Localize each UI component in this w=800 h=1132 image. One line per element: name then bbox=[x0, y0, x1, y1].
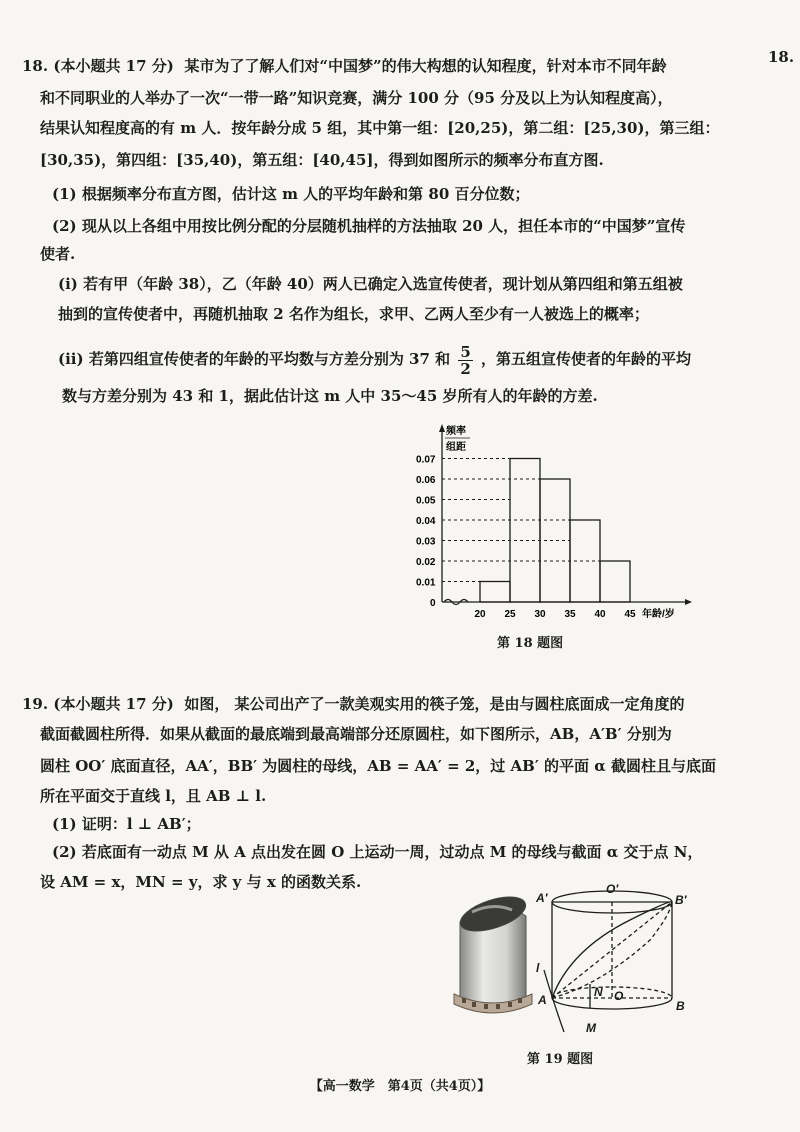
q19-score: (本小题共 17 分) bbox=[53, 695, 174, 713]
x-axis-arrow bbox=[685, 599, 692, 605]
x-tick-label: 45 bbox=[624, 609, 636, 620]
x-axis-label: 年龄/岁 bbox=[642, 609, 675, 620]
q19-line2: 截面截圆柱所得．如果从截面的最底端到最高端部分还原圆柱，如下图所示，AB，A′B′ 分别为 bbox=[40, 725, 672, 743]
q18-part2a: (2) 现从以上各组中用按比例分配的分层随机抽样的方法抽取 20 人，担任本市的“中国梦”宣传 bbox=[52, 217, 686, 235]
q18-number: 18. bbox=[22, 57, 49, 75]
label-O: O bbox=[614, 989, 624, 1003]
q18-line3: 结果认知程度高的有 m 人．按年龄分成 5 组，其中第一组：[20,25)，第二组：[25,30)，第三组： bbox=[40, 119, 720, 137]
y-axis-arrow bbox=[439, 424, 445, 432]
label-M: M bbox=[586, 1021, 596, 1035]
q19-line1 bbox=[22, 694, 685, 714]
q18-sub2b: 数与方差分别为 43 和 1，据此估计这 m 人中 35～45 岁所有人的年龄的方差. bbox=[62, 387, 598, 405]
label-B-top: B′ bbox=[675, 893, 687, 907]
frequency-histogram bbox=[400, 420, 700, 620]
page-margin-label: 18. bbox=[768, 48, 795, 66]
x-tick-label: 30 bbox=[534, 609, 546, 620]
histogram-bar bbox=[510, 459, 540, 603]
q18-part2b: 使者. bbox=[40, 245, 76, 263]
x-tick-label: 40 bbox=[594, 609, 606, 620]
y-tick-label: 0.04 bbox=[416, 516, 436, 527]
q18-line1-text: 某市为了了解人们对“中国梦”的伟大构想的认知程度，针对本市不同年龄 bbox=[184, 57, 667, 75]
page-footer: 【高一数学 第4页（共4页）】 bbox=[309, 1079, 491, 1094]
q19-part2a: (2) 若底面有一动点 M 从 A 点出发在圆 O 上运动一周，过动点 M 的母线与截面 α 交于点 N， bbox=[52, 843, 703, 861]
label-A: A bbox=[538, 993, 547, 1007]
q19-line4: 所在平面交于直线 l，且 AB ⊥ l. bbox=[40, 787, 267, 805]
label-A-top: A′ bbox=[536, 891, 548, 905]
label-l: l bbox=[536, 961, 540, 975]
q19-figure-caption: 第 19 题图 bbox=[527, 1052, 594, 1067]
q19-part2b: 设 AM = x，MN = y，求 y 与 x 的函数关系. bbox=[40, 873, 362, 891]
chopstick-holder-image bbox=[448, 888, 538, 1020]
label-B: B bbox=[676, 999, 685, 1013]
cylinder-diagram bbox=[530, 880, 700, 1040]
origin-label: 0 bbox=[430, 598, 436, 609]
x-tick-label: 20 bbox=[474, 609, 486, 620]
label-O-top: O′ bbox=[606, 882, 619, 896]
q18-score: (本小题共 17 分) bbox=[53, 57, 174, 75]
histogram-bar bbox=[480, 582, 510, 603]
y-label-top: 频率 bbox=[446, 426, 466, 437]
q18-part1: (1) 根据频率分布直方图，估计这 m 人的平均年龄和第 80 百分位数； bbox=[52, 185, 530, 203]
q19-part1: (1) 证明：l ⊥ AB′； bbox=[52, 815, 201, 833]
q19-line3: 圆柱 OO′ 底面直径，AA′，BB′ 为圆柱的母线，AB = AA′ = 2，过 AB′ 的平面 α 截圆柱且与底面 bbox=[40, 757, 717, 775]
q19-line1-text: 如图， 某公司出产了一款美观实用的筷子笼，是由与圆柱底面成一定角度的 bbox=[184, 695, 685, 713]
q18-fraction bbox=[458, 344, 472, 377]
q18-sub2-post: ，第五组宣传使者的年龄的平均 bbox=[481, 350, 692, 368]
q18-sub1a: (i) 若有甲（年龄 38），乙（年龄 40）两人已确定入选宣传使者，现计划从第四组和第五组被 bbox=[58, 275, 683, 293]
y-tick-label: 0.07 bbox=[416, 454, 436, 466]
label-N: N bbox=[594, 985, 603, 999]
q18-line4: [30,35)，第四组：[35,40)，第五组：[40,45]，得到如图所示的频率分布直方图. bbox=[40, 151, 604, 169]
histogram-bar bbox=[600, 561, 630, 602]
q18-line1 bbox=[22, 56, 667, 76]
q18-figure-caption: 第 18 题图 bbox=[497, 636, 564, 651]
y-tick-label: 0.06 bbox=[416, 475, 436, 486]
y-tick-label: 0.03 bbox=[416, 536, 436, 548]
fraction-numerator: 5 bbox=[460, 342, 471, 361]
q18-line2: 和不同职业的人举办了一次“一带一路”知识竞赛，满分 100 分（95 分及以上为认知程度高）， bbox=[40, 89, 673, 107]
bottom-circle-front bbox=[552, 998, 672, 1009]
fraction-denominator: 2 bbox=[460, 359, 471, 378]
x-tick-label: 35 bbox=[564, 609, 576, 620]
q19-number: 19. bbox=[22, 695, 49, 713]
y-tick-label: 0.05 bbox=[416, 495, 436, 507]
y-label-bottom: 组距 bbox=[446, 442, 466, 453]
q18-sub2-pre: (ii) 若第四组宣传使者的年龄的平均数与方差分别为 37 和 bbox=[58, 350, 451, 368]
q18-sub2a bbox=[58, 340, 691, 378]
q18-sub1b: 抽到的宣传使者中，再随机抽取 2 名作为组长，求甲、乙两人至少有一人被选上的概率； bbox=[58, 305, 649, 323]
y-tick-label: 0.02 bbox=[416, 557, 436, 568]
y-tick-label: 0.01 bbox=[416, 577, 436, 589]
x-tick-label: 25 bbox=[504, 609, 516, 620]
